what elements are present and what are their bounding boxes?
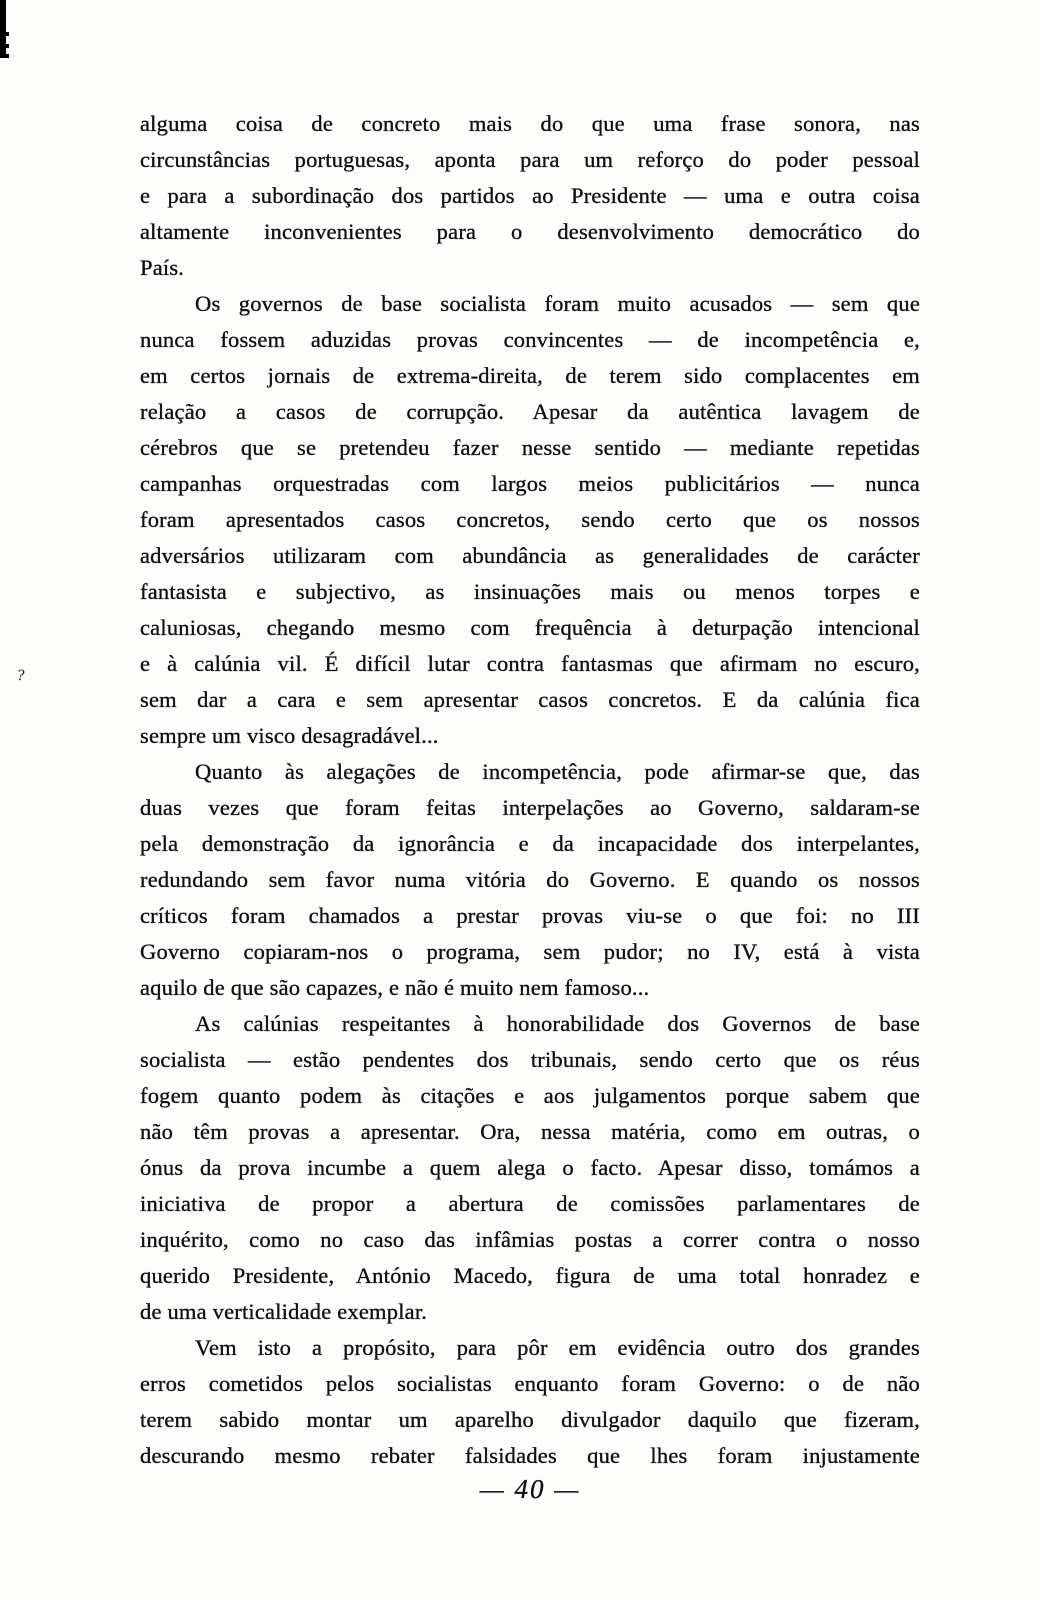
scan-artifact-notch	[5, 32, 9, 36]
scan-artifact-bar	[0, 0, 6, 58]
text-line: socialista — estão pendentes dos tribunais, sendo certo que os réus	[140, 1047, 920, 1072]
text-line: pela demonstração da ignorância e da incapacidade dos interpelantes,	[140, 831, 920, 856]
text-line: As calúnias respeitantes à honorabilidade dos Governos de base	[195, 1011, 920, 1036]
text-line: sempre um visco desagradável...	[140, 723, 439, 748]
text-line: críticos foram chamados a prestar provas viu-se o que foi: no III	[140, 903, 920, 928]
page-number: — 40 —	[479, 1474, 581, 1504]
text-line: adversários utilizaram com abundância as generalidades de carácter	[140, 543, 920, 568]
text-line: campanhas orquestradas com largos meios publicitários — nunca	[140, 471, 920, 496]
text-line: circunstâncias portuguesas, aponta para um reforço do poder pessoal	[140, 147, 920, 172]
scan-artifact-notch	[5, 54, 9, 58]
text-line: Os governos de base socialista foram muito acusados — sem que	[195, 291, 920, 316]
text-line: relação a casos de corrupção. Apesar da autêntica lavagem de	[140, 399, 920, 424]
text-line: iniciativa de propor a abertura de comissões parlamentares de	[140, 1191, 920, 1216]
text-block	[140, 106, 920, 1474]
text-line: inquérito, como no caso das infâmias postas a correr contra o nosso	[140, 1227, 920, 1252]
text-line: redundando sem favor numa vitória do Governo. E quando os nossos	[140, 867, 920, 892]
text-line: alguma coisa de concreto mais do que uma frase sonora, nas	[140, 111, 920, 136]
text-line: erros cometidos pelos socialistas enquanto foram Governo: o de não	[140, 1371, 920, 1396]
text-line: duas vezes que foram feitas interpelações ao Governo, saldaram-se	[140, 795, 920, 820]
text-line: não têm provas a apresentar. Ora, nessa matéria, como em outras, o	[140, 1119, 920, 1144]
text-line: e à calúnia vil. É difícil lutar contra fantasmas que afirmam no escuro,	[140, 651, 920, 676]
text-line: País.	[140, 255, 185, 280]
margin-speckle: ?	[15, 668, 26, 684]
text-line: Governo copiaram-nos o programa, sem pudor; no IV, está à vista	[140, 939, 920, 964]
text-line: de uma verticalidade exemplar.	[140, 1299, 428, 1324]
text-line: e para a subordinação dos partidos ao Presidente — uma e outra coisa	[140, 183, 920, 208]
text-line: sem dar a cara e sem apresentar casos concretos. E da calúnia fica	[140, 687, 920, 712]
text-line: terem sabido montar um aparelho divulgador daquilo que fizeram,	[140, 1407, 920, 1432]
text-line: querido Presidente, António Macedo, figura de uma total honradez e	[140, 1263, 920, 1288]
text-line: nunca fossem aduzidas provas convincentes — de incompetência e,	[140, 327, 920, 352]
text-line: ónus da prova incumbe a quem alega o facto. Apesar disso, tomámos a	[140, 1155, 920, 1180]
text-line: cérebros que se pretendeu fazer nesse sentido — mediante repetidas	[140, 435, 920, 460]
text-line: Vem isto a propósito, para pôr em evidência outro dos grandes	[195, 1335, 920, 1360]
text-line: fogem quanto podem às citações e aos julgamentos porque sabem que	[140, 1083, 920, 1108]
text-line: caluniosas, chegando mesmo com frequência à deturpação intencional	[140, 615, 920, 640]
text-line: foram apresentados casos concretos, sendo certo que os nossos	[140, 507, 920, 532]
text-line: altamente inconvenientes para o desenvolvimento democrático do	[140, 219, 920, 244]
scan-artifact-notch	[5, 44, 9, 48]
text-line: em certos jornais de extrema-direita, de terem sido complacentes em	[140, 363, 920, 388]
text-line: Quanto às alegações de incompetência, pode afirmar-se que, das	[195, 759, 920, 784]
text-line: aquilo de que são capazes, e não é muito nem famoso...	[140, 975, 650, 1000]
text-line: descurando mesmo rebater falsidades que lhes foram injustamente	[140, 1443, 920, 1468]
text-line: fantasista e subjectivo, as insinuações mais ou menos torpes e	[140, 579, 920, 604]
